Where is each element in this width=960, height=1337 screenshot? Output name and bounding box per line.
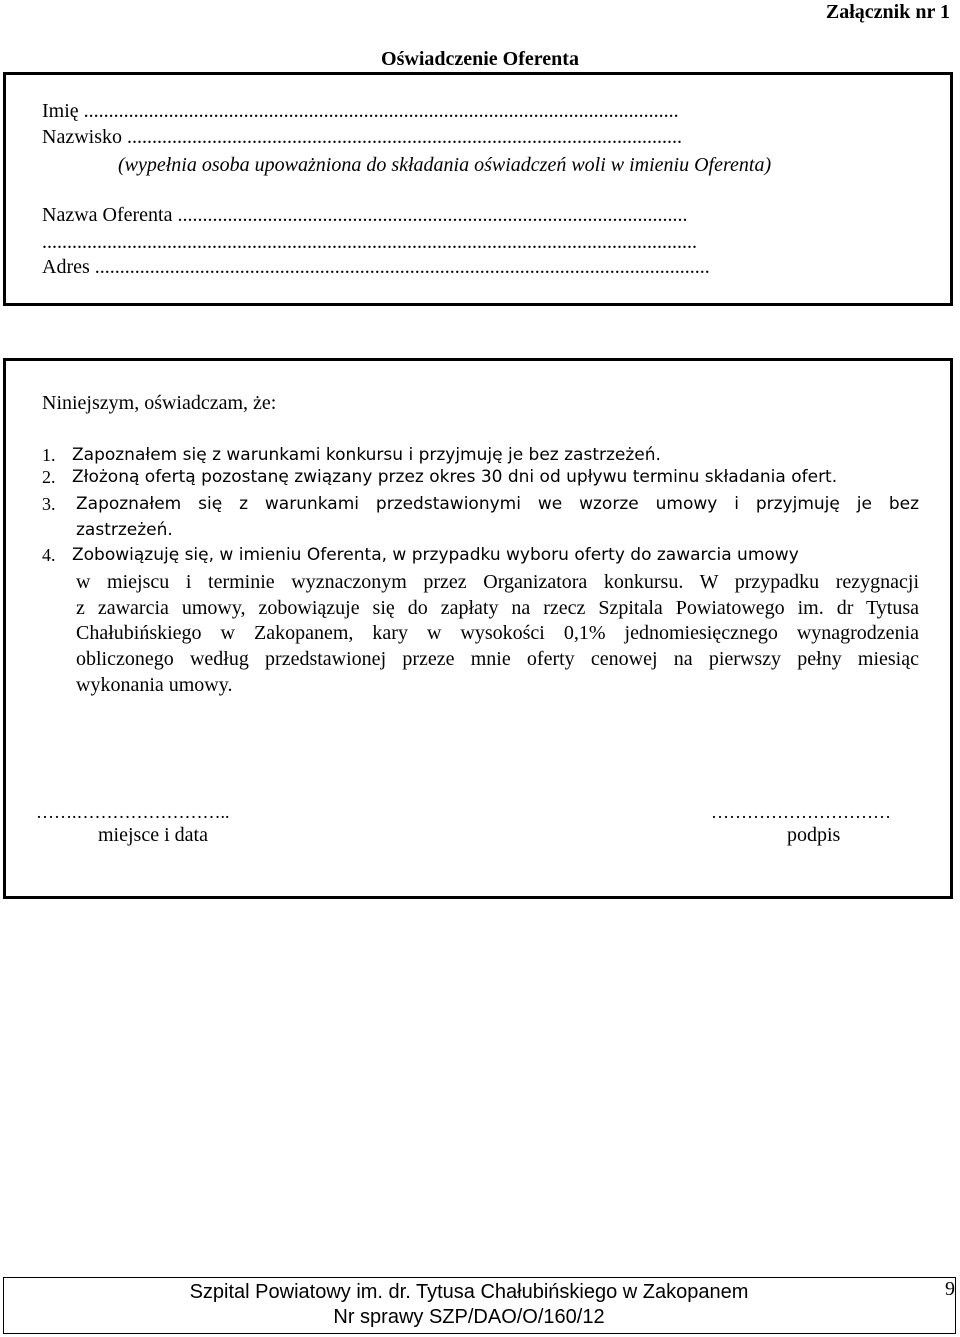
declaration-intro: Niniejszym, oświadczam, że: bbox=[42, 392, 277, 414]
declaration-item-4-line-3: z zawarcia umowy, zobowiązuje się do zapłaty na rzecz Szpitala Powiatowego im. dr Tytusa bbox=[76, 597, 919, 619]
declaration-item-1: Zapoznałem się z warunkami konkursu i przyjmuję je bez zastrzeżeń. bbox=[72, 445, 661, 465]
declaration-item-4-line-6: wykonania umowy. bbox=[76, 674, 233, 696]
page-number: 9 bbox=[945, 1278, 955, 1300]
company-name-continuation[interactable]: ................................................................................................................................... bbox=[42, 231, 697, 253]
place-date-label: miejsce i data bbox=[98, 824, 208, 846]
place-date-line[interactable]: …….…………………….. bbox=[36, 802, 230, 822]
declaration-item-4-line-2: w miejscu i terminie wyznaczonym przez Organizatora konkursu. W przypadku rezygnacji bbox=[76, 571, 919, 593]
footer-institution: Szpital Powiatowy im. dr. Tytusa Chałubińskiego w Zakopanem bbox=[189, 1281, 749, 1303]
declaration-item-4-line-4: Chałubińskiego w Zakopanem, kary w wysokości 0,1% jednomiesięcznego wynagrodzenia bbox=[76, 622, 919, 644]
declaration-item-2: Złożoną ofertą pozostanę związany przez okres 30 dni od upływu terminu składania ofert. bbox=[72, 467, 838, 487]
item-number-2: 2. bbox=[42, 467, 56, 487]
last-name-field[interactable]: Nazwisko ............................................................................................................... bbox=[42, 126, 682, 148]
signature-line[interactable]: ………………………… bbox=[711, 802, 891, 822]
declaration-item-4-line-1: Zobowiązuję się, w imieniu Oferenta, w przypadku wyboru oferty do zawarcia umowy bbox=[72, 545, 799, 565]
item-number-4: 4. bbox=[42, 545, 56, 565]
page-footer bbox=[3, 1277, 956, 1334]
annex-label: Załącznik nr 1 bbox=[825, 1, 950, 23]
document-title: Oświadczenie Oferenta bbox=[381, 48, 579, 70]
authorized-person-note: (wypełnia osoba upoważniona do składania oświadczeń woli w imieniu Oferenta) bbox=[118, 154, 772, 176]
address-field[interactable]: Adres ........................................................................................................................... bbox=[42, 256, 710, 278]
footer-case-number: Nr sprawy SZP/DAO/O/160/12 bbox=[333, 1306, 605, 1328]
item-number-3: 3. bbox=[42, 494, 56, 514]
first-name-field[interactable]: Imię ....................................................................................................................... bbox=[42, 100, 679, 122]
company-name-field[interactable]: Nazwa Oferenta ...................................................................................................... bbox=[42, 204, 688, 226]
signature-label: podpis bbox=[787, 824, 841, 846]
declaration-item-3-line-2: zastrzeżeń. bbox=[76, 520, 173, 540]
declaration-item-3-line-1: Zapoznałem się z warunkami przedstawionymi we wzorze umowy i przyjmuję je bez bbox=[76, 494, 919, 514]
declaration-item-4-line-5: obliczonego według przedstawionej przeze mnie oferty cenowej na pierwszy pełny miesiąc bbox=[76, 648, 919, 670]
item-number-1: 1. bbox=[42, 445, 56, 465]
